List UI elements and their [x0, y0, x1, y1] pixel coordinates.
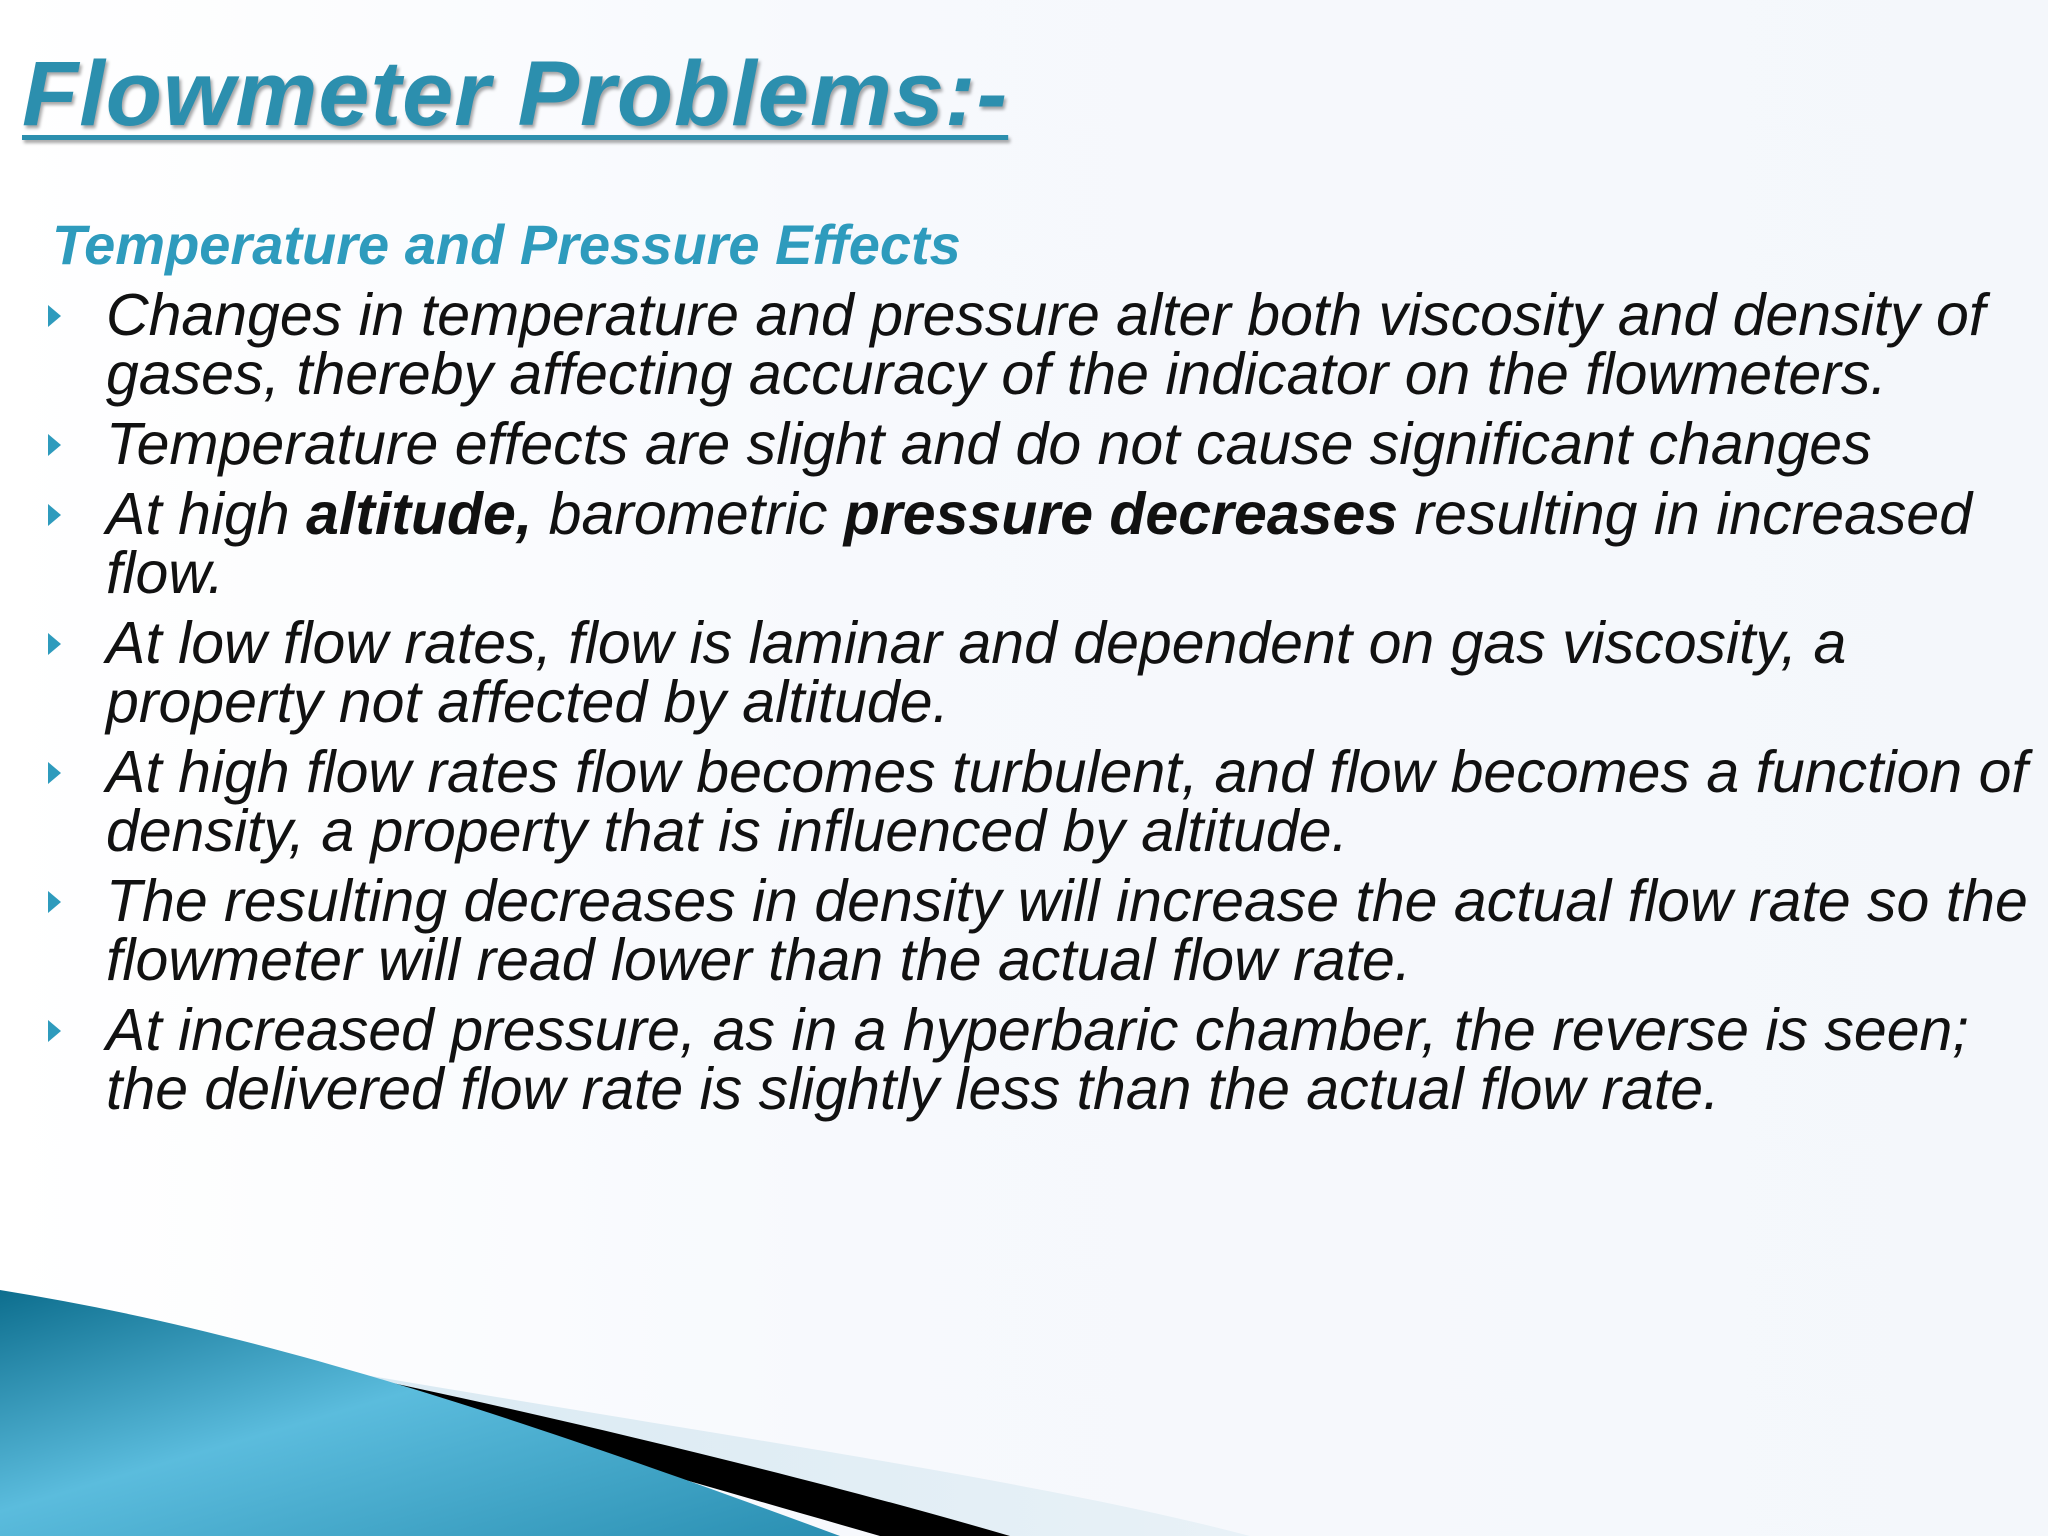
bullet-item: [0, 610, 2048, 735]
bullet-arrow-icon: [48, 434, 61, 456]
blue-band: [0, 1290, 840, 1536]
bullet-arrow-icon: [48, 891, 61, 913]
bullet-arrow-icon: [48, 1020, 61, 1042]
bullet-item: [0, 411, 2048, 477]
black-band: [80, 1320, 1010, 1536]
bold-phrase: altitude,: [306, 481, 533, 547]
bullet-arrow-icon: [48, 633, 61, 655]
text-run: barometric: [532, 481, 844, 547]
bullet-item: [0, 481, 2048, 606]
bold-phrase: pressure decreases: [843, 481, 1399, 547]
bullet-text: [106, 868, 2028, 993]
bullet-arrow-icon: [48, 504, 61, 526]
bullet-item: [0, 997, 2048, 1122]
bullet-arrow-icon: [48, 305, 61, 327]
text-run: Changes in temperature and pressure alter both viscosity and density of gases, thereby affecting accuracy of the indicator on the flowmeters.: [106, 282, 1986, 407]
bullet-text: [106, 997, 1969, 1122]
text-run: resulting in increased flow.: [106, 481, 1973, 606]
bullet-item: [0, 282, 2048, 407]
section-heading: Temperature and Pressure Effects: [52, 213, 961, 276]
slide-title: Flowmeter Problems:-: [22, 43, 1009, 145]
decorative-swoosh: [0, 1290, 2048, 1536]
bullet-item: [0, 868, 2048, 993]
text-run: At low flow rates, flow is laminar and dependent on gas viscosity, a property not affected by altitude.: [106, 610, 1847, 735]
light-band: [110, 1330, 1250, 1536]
bullet-text: [106, 610, 1846, 735]
bullet-text: [106, 739, 2028, 864]
bullet-arrow-icon: [48, 762, 61, 784]
bullet-text: [106, 481, 1972, 606]
text-run: At high: [106, 481, 307, 547]
bullet-text: [106, 282, 1985, 407]
bullet-list: [0, 282, 2048, 1130]
text-run: At high flow rates flow becomes turbulent, and flow becomes a function of density, a property that is influenced by altitude.: [106, 739, 2028, 864]
text-run: The resulting decreases in density will increase the actual flow rate so the flowmeter will read lower than the actual flow rate.: [106, 868, 2028, 993]
text-run: Temperature effects are slight and do not cause significant changes: [106, 411, 1872, 477]
bullet-item: [0, 739, 2048, 864]
bullet-text: [106, 411, 1872, 477]
text-run: At increased pressure, as in a hyperbaric chamber, the reverse is seen; the delivered flow rate is slightly less than the actual flow rate.: [106, 997, 1969, 1122]
